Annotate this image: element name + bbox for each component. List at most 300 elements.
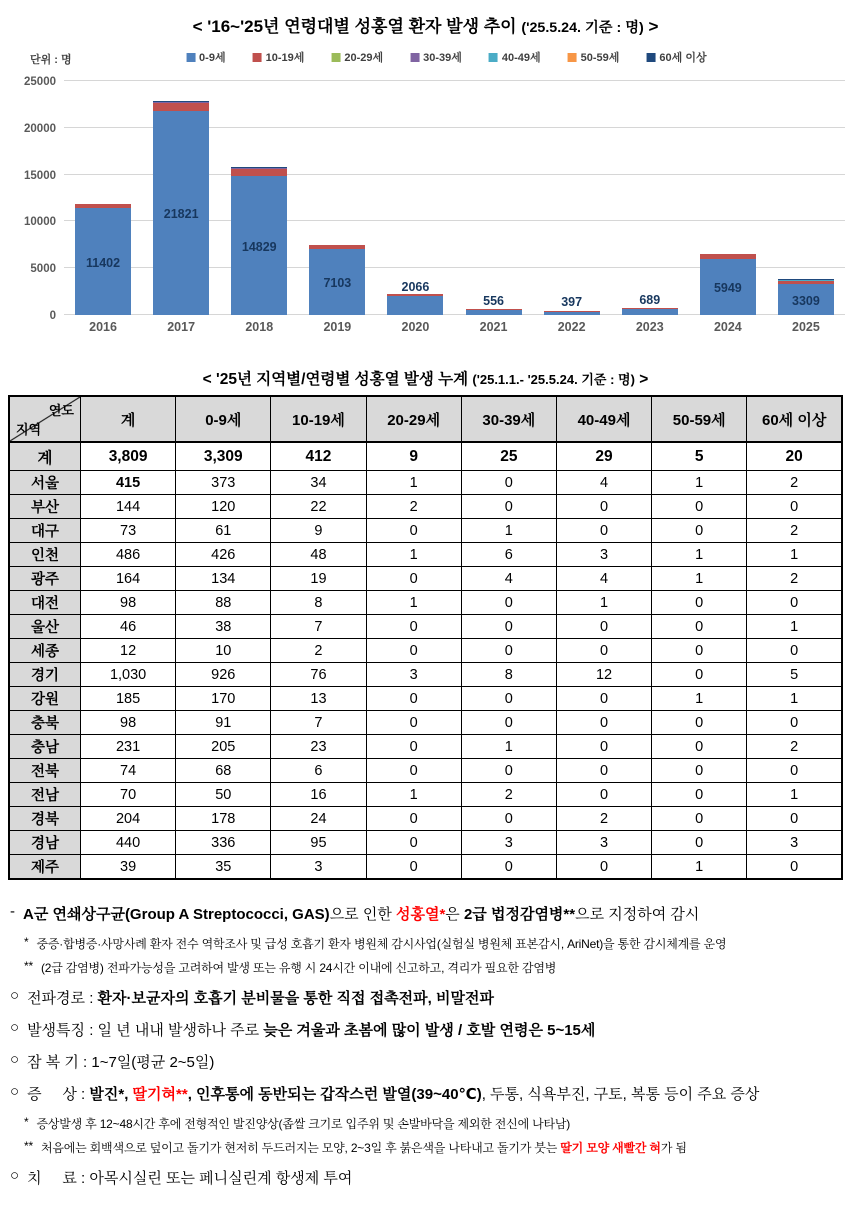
bar-data-label: 556: [483, 293, 504, 308]
note-marker: **: [24, 959, 33, 973]
table-cell: 1: [652, 855, 747, 880]
column-header: 20-29세: [366, 396, 461, 442]
x-axis-label: 2018: [245, 320, 274, 334]
table-cell: 10: [176, 639, 271, 663]
text-segment: 은: [445, 906, 464, 923]
table-cell: 7: [271, 615, 366, 639]
text-segment: 전파경로 :: [27, 990, 98, 1007]
table-row: [9, 591, 842, 615]
table-cell: 29: [556, 442, 651, 471]
text-segment: 잠 복 기 : 1~7일(평균 2~5일): [27, 1054, 215, 1071]
table-cell: 426: [176, 543, 271, 567]
bar-segment-2022: [544, 311, 600, 315]
table-cell: 34: [271, 471, 366, 495]
text-segment: 처음에는 회백색으로 덮이고 돌기가 현저히 두드러지는 모양, 2~3일 후 붉은색을 나타내고 돌기가 붓는: [40, 1141, 561, 1155]
table-cell: 73: [81, 519, 176, 543]
table-cell: 2: [747, 567, 842, 591]
y-axis-label: 25000: [24, 76, 56, 88]
table-cell: 0: [652, 783, 747, 807]
table-row: [9, 711, 842, 735]
region-label: 부산: [9, 495, 81, 519]
bar-segment-2021: [466, 310, 522, 315]
table-cell: 3: [461, 831, 556, 855]
table-cell: 1: [556, 591, 651, 615]
table-cell: 98: [81, 711, 176, 735]
table-cell: 76: [271, 663, 366, 687]
table-cell: 178: [176, 807, 271, 831]
text-segment: 성홍열*: [395, 906, 446, 923]
note-line: [10, 1167, 847, 1188]
table-cell: 98: [81, 591, 176, 615]
table-row: [9, 663, 842, 687]
bar-data-label: 689: [639, 292, 661, 307]
note-text: [36, 935, 847, 952]
table-cell: 0: [366, 807, 461, 831]
table-cell: 0: [461, 471, 556, 495]
table-cell: 2: [556, 807, 651, 831]
table-cell: 68: [176, 759, 271, 783]
text-segment: >: [643, 17, 659, 36]
table-cell: 0: [652, 495, 747, 519]
table-cell: 205: [176, 735, 271, 759]
note-line: [10, 1019, 847, 1040]
table-cell: 1: [747, 543, 842, 567]
bar-data-label: 7103: [323, 275, 352, 290]
table-cell: 61: [176, 519, 271, 543]
region-label: 경북: [9, 807, 81, 831]
legend-swatch: [186, 53, 195, 62]
corner-cell: [9, 396, 81, 442]
legend-item: [646, 49, 706, 65]
table-cell: 8: [461, 663, 556, 687]
table-cell: 1: [652, 687, 747, 711]
bar-segment-2020: [387, 294, 443, 296]
table-cell: 2: [461, 783, 556, 807]
note-line: [24, 959, 847, 976]
note-line: [10, 903, 847, 924]
legend-swatch: [253, 53, 262, 62]
table-cell: 0: [461, 807, 556, 831]
region-label: 인천: [9, 543, 81, 567]
table-cell: 1,030: [81, 663, 176, 687]
table-cell: 0: [461, 687, 556, 711]
table-cell: 2: [366, 495, 461, 519]
bar-data-label: 5949: [713, 281, 742, 296]
table-cell: 0: [652, 735, 747, 759]
region-label: 충남: [9, 735, 81, 759]
table-cell: 164: [81, 567, 176, 591]
table-cell: 440: [81, 831, 176, 855]
table-cell: 9: [271, 519, 366, 543]
table-cell: 1: [652, 543, 747, 567]
note-marker: ○: [10, 1019, 20, 1036]
text-segment: ('25.1.1.- '25.5.24. 기준 : 명): [472, 372, 635, 387]
table-cell: 1: [366, 591, 461, 615]
table-cell: 0: [366, 855, 461, 880]
bar-segment-2017: [153, 103, 209, 111]
table-cell: 0: [366, 519, 461, 543]
text-segment: 증상발생 후 12~48시간 후에 전형적인 발진양상(좁쌀 크기로 입주위 및 손발바닥을 제외한 전신에 나타남): [36, 1117, 571, 1131]
chart-title: [0, 0, 851, 37]
table-cell: 2: [747, 519, 842, 543]
y-axis-label: 15000: [24, 169, 56, 182]
legend-label: 30-39세: [423, 52, 462, 64]
note-line: [24, 935, 847, 952]
table-cell: 88: [176, 591, 271, 615]
note-line: [10, 987, 847, 1008]
note-text: [36, 1115, 847, 1132]
table-cell: 0: [747, 639, 842, 663]
note-text: [27, 987, 847, 1008]
region-label: 충북: [9, 711, 81, 735]
table-cell: 0: [556, 759, 651, 783]
note-line: [10, 1051, 847, 1072]
text-segment: 늦은 겨울과 초봄에 많이 발생 / 호발 연령은 5~15세: [263, 1022, 596, 1039]
table-cell: 3: [556, 831, 651, 855]
table-cell: 1: [366, 783, 461, 807]
x-axis-label: 2025: [792, 320, 820, 334]
note-marker: **: [24, 1139, 33, 1153]
table-cell: 0: [652, 807, 747, 831]
table-cell: 0: [556, 615, 651, 639]
table-cell: 4: [461, 567, 556, 591]
table-cell: 5: [747, 663, 842, 687]
column-header: 30-39세: [461, 396, 556, 442]
table-cell: 0: [747, 807, 842, 831]
text-segment: ('25.5.24. 기준 : 명): [521, 20, 644, 36]
y-axis-label: 10000: [24, 216, 56, 229]
note-marker: -: [10, 903, 15, 920]
text-segment: 치 료 : 아목시실린 또는 페니실린계 항생제 투여: [27, 1170, 353, 1187]
region-label: 대전: [9, 591, 81, 615]
x-axis-label: 2024: [713, 320, 742, 334]
y-axis-label: 5000: [30, 263, 56, 276]
table-cell: 0: [461, 615, 556, 639]
table-cell: 3: [271, 855, 366, 880]
region-label: 경기: [9, 663, 81, 687]
bar-data-label: 11402: [86, 255, 121, 270]
bar-segment-2018: [231, 169, 287, 176]
table-cell: 412: [271, 442, 366, 471]
bar-segment-2023: [622, 309, 678, 315]
table-cell: 70: [81, 783, 176, 807]
table-row: [9, 735, 842, 759]
table-cell: 0: [366, 615, 461, 639]
text-segment: 가 됨: [660, 1141, 687, 1155]
table-row: [9, 759, 842, 783]
table-cell: 231: [81, 735, 176, 759]
region-label: 전남: [9, 783, 81, 807]
text-segment: >: [634, 371, 649, 388]
table-cell: 1: [366, 471, 461, 495]
x-axis-label: 2016: [89, 320, 117, 334]
note-line: [24, 1139, 847, 1156]
legend-label: 40-49세: [501, 52, 541, 64]
legend-swatch: [568, 53, 577, 62]
legend-label: 10-19세: [265, 52, 305, 64]
table-cell: 46: [81, 615, 176, 639]
text-segment: 발진*,: [89, 1086, 133, 1103]
column-header: 60세 이상: [747, 396, 842, 442]
corner-label-year: 연도: [48, 403, 74, 418]
text-segment: 인후통에 동반되는 갑작스런 발열(39~40℃): [196, 1086, 482, 1103]
table-cell: 19: [271, 567, 366, 591]
table-cell: 20: [747, 442, 842, 471]
table-cell: 35: [176, 855, 271, 880]
table-cell: 0: [556, 639, 651, 663]
table-cell: 1: [652, 471, 747, 495]
text-segment: 2급 법정감염병**: [463, 906, 576, 923]
table-title: [0, 367, 851, 389]
table-cell: 1: [461, 735, 556, 759]
table-cell: 1: [366, 543, 461, 567]
region-label: 세종: [9, 639, 81, 663]
note-marker: ○: [10, 1167, 20, 1184]
text-segment: 으로 지정하여 감시: [575, 906, 700, 923]
text-segment: A군 연쇄상구균(Group A Streptococci, GAS): [23, 906, 330, 923]
text-segment: , 두통, 식욕부진, 구토, 복통 등이 주요 증상: [481, 1086, 760, 1103]
note-text: [27, 1167, 847, 1188]
table-cell: 48: [271, 543, 366, 567]
legend-item: [253, 49, 305, 65]
table-cell: 0: [652, 831, 747, 855]
table-row: [9, 831, 842, 855]
table-cell: 95: [271, 831, 366, 855]
table-cell: 0: [556, 495, 651, 519]
table-cell: 0: [556, 855, 651, 880]
table-cell: 0: [652, 591, 747, 615]
table-cell: 91: [176, 711, 271, 735]
text-segment: 딸기 모양 새빨간 혀: [560, 1141, 661, 1155]
x-axis-label: 2019: [323, 320, 352, 334]
table-cell: 2: [747, 735, 842, 759]
note-line: [10, 1083, 847, 1104]
table-cell: 2: [747, 471, 842, 495]
table-cell: 0: [366, 687, 461, 711]
chart-area: [0, 37, 851, 355]
table-cell: 9: [366, 442, 461, 471]
table-cell: 144: [81, 495, 176, 519]
table-cell: 38: [176, 615, 271, 639]
table-cell: 4: [556, 567, 651, 591]
table-row: [9, 615, 842, 639]
text-segment: 발생특징 : 일 년 내내 발생하나 주로: [27, 1022, 264, 1039]
notes-section: [0, 880, 851, 1188]
y-axis-label: 0: [49, 310, 56, 322]
bar-data-label: 2066: [401, 279, 430, 294]
x-axis-label: 2023: [635, 320, 664, 334]
note-text: [27, 1051, 847, 1072]
note-text: [23, 903, 847, 924]
table-header-row: [9, 396, 842, 442]
table-cell: 0: [461, 759, 556, 783]
region-label: 강원: [9, 687, 81, 711]
chart-section: [0, 0, 851, 355]
note-marker: *: [24, 935, 29, 949]
table-cell: 0: [747, 495, 842, 519]
column-header: 10-19세: [271, 396, 366, 442]
chart-legend: [186, 49, 707, 65]
table-cell: 3: [556, 543, 651, 567]
table-row: [9, 807, 842, 831]
table-cell: 3,309: [176, 442, 271, 471]
table-cell: 0: [366, 711, 461, 735]
table-cell: 0: [461, 591, 556, 615]
table-cell: 23: [271, 735, 366, 759]
note-line: [24, 1115, 847, 1132]
table-cell: 185: [81, 687, 176, 711]
table-cell: 0: [461, 855, 556, 880]
note-marker: ○: [10, 1051, 20, 1068]
x-axis-label: 2021: [479, 320, 508, 334]
table-row: [9, 639, 842, 663]
table-cell: 13: [271, 687, 366, 711]
bar-data-label: 3309: [792, 293, 820, 308]
note-marker: ○: [10, 1083, 20, 1100]
bar-segment-2025: [778, 280, 834, 284]
legend-swatch: [331, 53, 340, 62]
table-cell: 8: [271, 591, 366, 615]
region-label: 광주: [9, 567, 81, 591]
table-cell: 0: [366, 759, 461, 783]
text-segment: 증 상 :: [27, 1086, 90, 1103]
bar-segment-2024: [700, 254, 756, 259]
text-segment: < '16~'25년 연령대별 성홍열 환자 발생 추이: [192, 17, 522, 36]
bar-segment-2017: [153, 101, 209, 102]
table-cell: 3,809: [81, 442, 176, 471]
table-cell: 1: [747, 615, 842, 639]
legend-item: [410, 49, 462, 65]
table-cell: 1: [747, 783, 842, 807]
text-segment: 환자·보균자의 호흡기 분비물을 통한 직접 접촉전파, 비말전파: [97, 990, 494, 1007]
note-text: [41, 959, 847, 976]
table-row: [9, 442, 842, 471]
gridline-25000: [64, 80, 845, 81]
table-cell: 0: [461, 495, 556, 519]
table-cell: 2: [271, 639, 366, 663]
table-cell: 4: [556, 471, 651, 495]
bar-segment-2020: [387, 296, 443, 315]
table-cell: 415: [81, 471, 176, 495]
table-cell: 12: [81, 639, 176, 663]
legend-item: [331, 49, 383, 65]
table-cell: 0: [652, 663, 747, 687]
table-cell: 0: [747, 759, 842, 783]
region-label: 울산: [9, 615, 81, 639]
legend-item: [568, 49, 620, 65]
table-cell: 0: [556, 783, 651, 807]
table-cell: 0: [461, 639, 556, 663]
unit-label: 단위 : 명: [30, 54, 72, 66]
table-row: [9, 471, 842, 495]
table-cell: 3: [747, 831, 842, 855]
bar-data-label: 14829: [241, 239, 277, 254]
table-cell: 74: [81, 759, 176, 783]
table-cell: 1: [652, 567, 747, 591]
table-cell: 3: [366, 663, 461, 687]
table-cell: 25: [461, 442, 556, 471]
column-header: 40-49세: [556, 396, 651, 442]
table-cell: 0: [366, 831, 461, 855]
table-cell: 39: [81, 855, 176, 880]
table-cell: 0: [652, 639, 747, 663]
text-segment: (2급 감염병) 전파가능성을 고려하여 발생 또는 유행 시 24시간 이내에 신고하고, 격리가 필요한 감염병: [40, 961, 557, 975]
legend-swatch: [646, 53, 655, 62]
note-marker: ○: [10, 987, 20, 1004]
note-text: [27, 1083, 847, 1104]
table-row: [9, 495, 842, 519]
table-cell: 16: [271, 783, 366, 807]
region-label: 서울: [9, 471, 81, 495]
bar-segment-2019: [309, 245, 365, 249]
table-cell: 1: [747, 687, 842, 711]
note-text: [41, 1139, 847, 1156]
table-cell: 134: [176, 567, 271, 591]
column-header: 0-9세: [176, 396, 271, 442]
table-cell: 204: [81, 807, 176, 831]
table-cell: 0: [556, 735, 651, 759]
legend-swatch: [489, 53, 498, 62]
table-cell: 0: [366, 735, 461, 759]
region-label: 대구: [9, 519, 81, 543]
bar-data-label: 397: [561, 295, 583, 310]
table-row: [9, 543, 842, 567]
text-segment: < '25년 지역별/연령별 성홍열 발생 누계: [202, 371, 473, 388]
table-cell: 5: [652, 442, 747, 471]
bar-segment-2016: [75, 204, 131, 208]
table-row: [9, 687, 842, 711]
region-label: 전북: [9, 759, 81, 783]
table-cell: 0: [366, 567, 461, 591]
table-cell: 486: [81, 543, 176, 567]
text-segment: 중증·합병증·사망사례 환자 전수 역학조사 및 급성 호흡기 환자 병원체 감시사업(실험실 병원체 표본감시, AriNet)을 통한 감시체계를 운영: [36, 937, 727, 951]
legend-swatch: [410, 53, 419, 62]
region-label: 제주: [9, 855, 81, 880]
table-cell: 1: [461, 519, 556, 543]
region-label: 경남: [9, 831, 81, 855]
text-segment: 으로 인한: [329, 906, 396, 923]
table-cell: 12: [556, 663, 651, 687]
plot-area: [24, 76, 845, 334]
table-cell: 926: [176, 663, 271, 687]
table-cell: 120: [176, 495, 271, 519]
table-cell: 0: [366, 639, 461, 663]
corner-label-region: 지역: [16, 422, 42, 437]
text-segment: ,: [187, 1086, 197, 1103]
x-axis-label: 2017: [167, 320, 196, 334]
legend-item: [186, 49, 226, 65]
table-row: [9, 783, 842, 807]
table-cell: 0: [747, 855, 842, 880]
column-header: 계: [81, 396, 176, 442]
bar-data-label: 21821: [163, 206, 199, 221]
table-cell: 22: [271, 495, 366, 519]
table-cell: 0: [556, 519, 651, 543]
legend-label: 0-9세: [199, 52, 226, 64]
table-cell: 7: [271, 711, 366, 735]
table-cell: 0: [556, 711, 651, 735]
region-label: 계: [9, 442, 81, 471]
legend-label: 50-59세: [580, 52, 620, 64]
table-cell: 170: [176, 687, 271, 711]
table-row: [9, 567, 842, 591]
stats-table: [8, 395, 843, 880]
table-section: [0, 367, 851, 880]
note-text: [27, 1019, 847, 1040]
y-axis-label: 20000: [24, 122, 56, 135]
legend-label: 60세 이상: [659, 52, 707, 64]
table-row: [9, 855, 842, 880]
